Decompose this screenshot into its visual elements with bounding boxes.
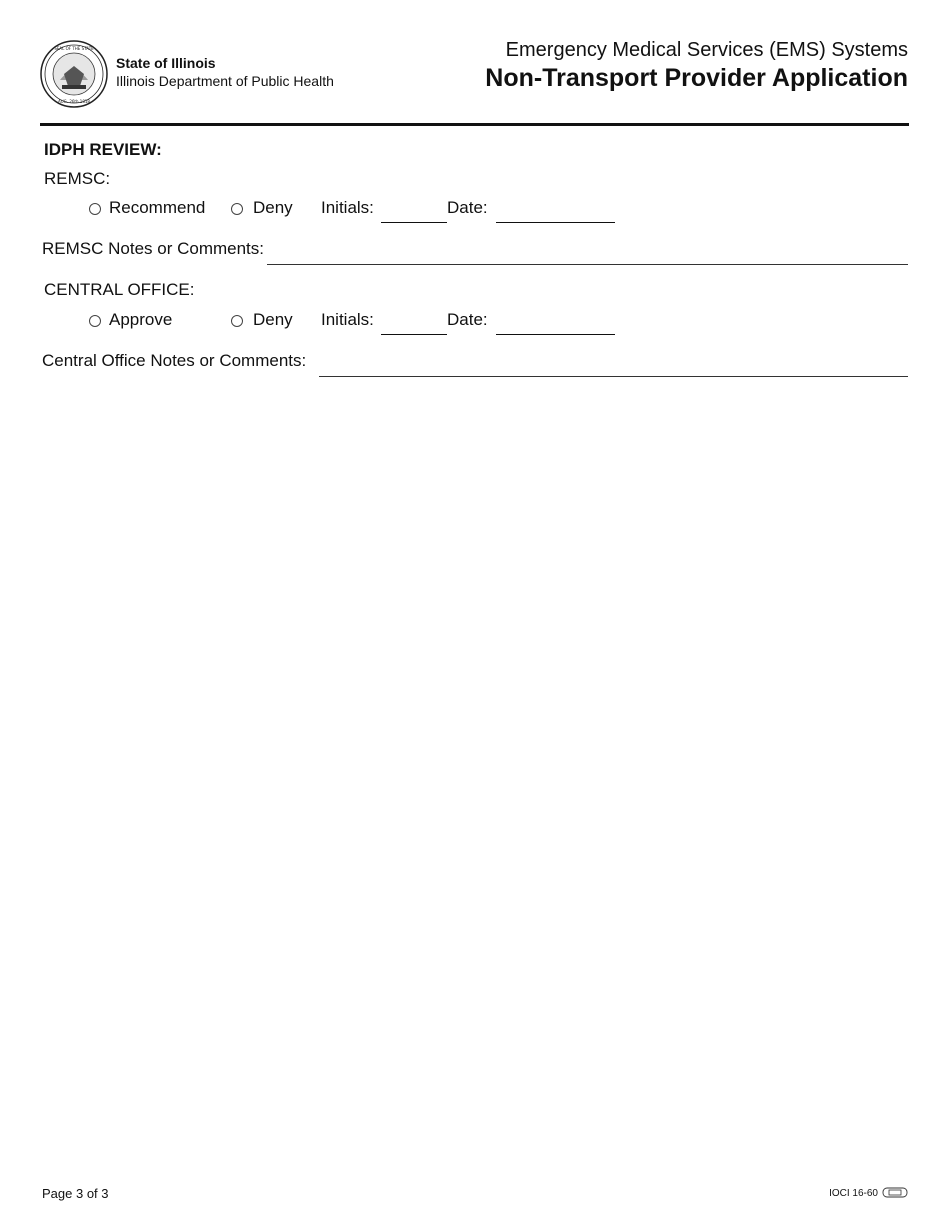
svg-text:SEAL OF THE STATE: SEAL OF THE STATE [54, 46, 94, 51]
central-initials-underline [381, 334, 447, 335]
header-divider [40, 123, 909, 126]
remsc-date-underline [496, 222, 615, 223]
form-code: IOCI 16-60 [829, 1188, 878, 1199]
remsc-label: REMSC: [44, 169, 111, 188]
page-number: Page 3 of 3 [42, 1186, 109, 1201]
central-initials-label: Initials: [321, 310, 374, 329]
form-subtitle: Emergency Medical Services (EMS) Systems [505, 39, 908, 61]
central-date-label: Date: [447, 310, 488, 329]
central-approve-label: Approve [109, 310, 173, 329]
central-notes-underline [319, 376, 908, 377]
central-deny-label: Deny [253, 310, 293, 329]
remsc-initials-underline [381, 222, 447, 223]
central-office-label: CENTRAL OFFICE: [44, 280, 195, 299]
svg-text:AUG. 26th 1818: AUG. 26th 1818 [58, 99, 90, 104]
department-name: Illinois Department of Public Health [116, 73, 334, 89]
remsc-notes-underline [267, 264, 908, 265]
central-deny-radio[interactable] [231, 315, 243, 327]
remsc-recommend-radio[interactable] [89, 203, 101, 215]
remsc-date-label: Date: [447, 198, 488, 217]
remsc-deny-label: Deny [253, 198, 293, 217]
union-bug-icon [882, 1187, 908, 1198]
remsc-recommend-label: Recommend [109, 198, 206, 217]
central-approve-radio[interactable] [89, 315, 101, 327]
central-date-underline [496, 334, 615, 335]
remsc-deny-radio[interactable] [231, 203, 243, 215]
idph-review-heading: IDPH REVIEW: [44, 140, 162, 159]
remsc-initials-label: Initials: [321, 198, 374, 217]
remsc-notes-label: REMSC Notes or Comments: [42, 239, 264, 258]
form-title: Non-Transport Provider Application [485, 64, 908, 92]
state-name: State of Illinois [116, 55, 216, 71]
central-notes-label: Central Office Notes or Comments: [42, 351, 307, 370]
state-seal-icon [40, 40, 108, 108]
